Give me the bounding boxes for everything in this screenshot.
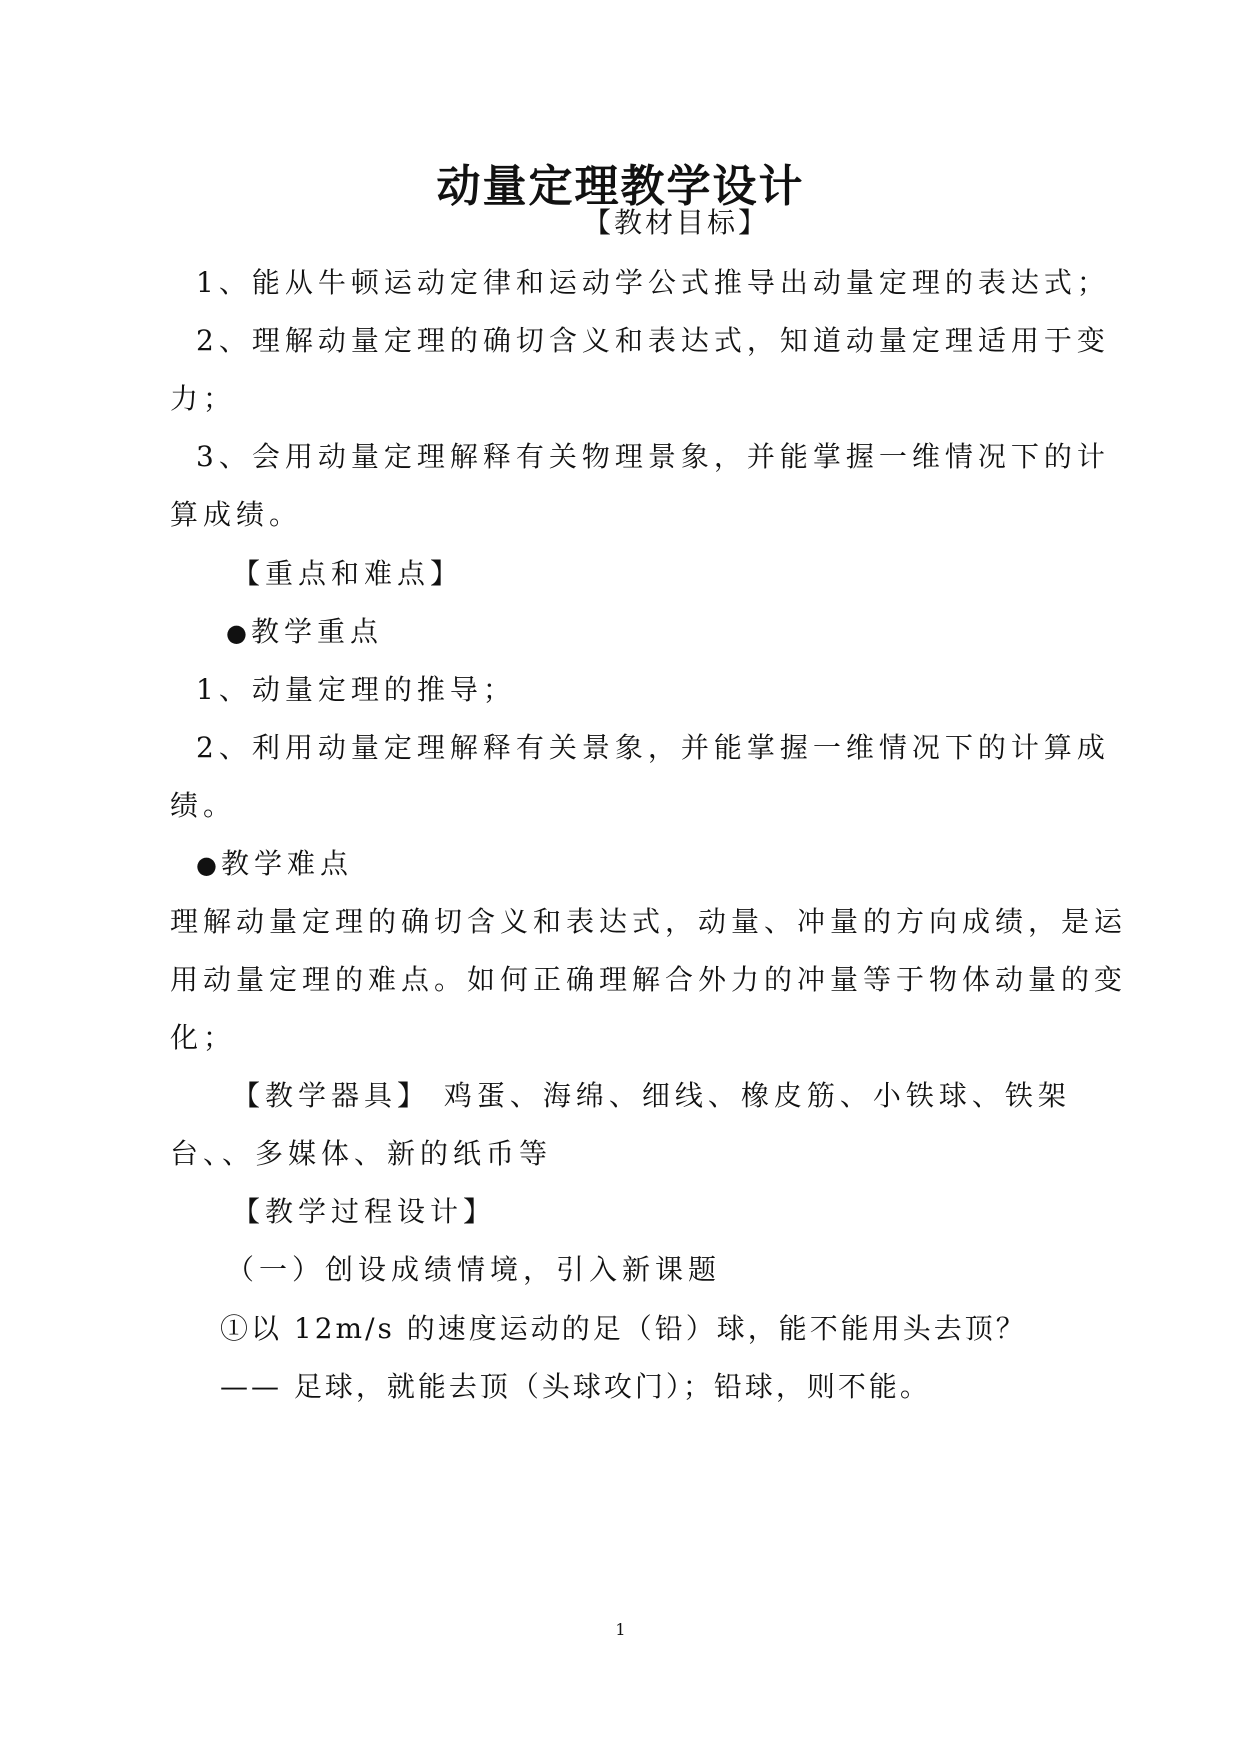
objective-3: 3、会用动量定理解释有关物理景象，并能掌握一维情况下的计 [196, 440, 1110, 473]
difficult-heading [196, 846, 353, 883]
heading-key-difficult: 【重点和难点】 [232, 557, 464, 590]
heading-process: 【教学过程设计】 [232, 1195, 497, 1228]
objective-1: 1、能从牛顿运动定律和运动学公式推导出动量定理的表达式； [196, 266, 1110, 299]
bullet-icon: ● [196, 851, 217, 879]
objective-2: 2、理解动量定理的确切含义和表达式，知道动量定理适用于变 [196, 324, 1110, 357]
heading-objectives: 【教材目标】 [583, 206, 770, 239]
key-points-heading [226, 614, 383, 651]
difficult-heading-text: 教学难点 [220, 847, 353, 880]
difficult-text-line-1: 理解动量定理的确切含义和表达式，动量、冲量的方向成绩，是运 [170, 905, 1128, 938]
key-point-2: 2、利用动量定理解释有关景象，并能掌握一维情况下的计算成 [196, 731, 1110, 764]
bullet-icon: ● [226, 619, 247, 647]
page-number: 1 [615, 1620, 626, 1639]
key-points-heading-text: 教学重点 [250, 615, 383, 648]
question-1: ①以 12m/s 的速度运动的足（铅）球，能不能用头去顶？ [220, 1312, 1027, 1345]
difficult-text-line-3: 化； [170, 1021, 237, 1054]
objective-3-continued: 算成绩。 [170, 498, 303, 531]
equipment-line-2: 台、、多媒体、新的纸币等 [170, 1137, 553, 1170]
key-point-2-continued: 绩。 [170, 789, 237, 822]
equipment-line-1: 【教学器具】 鸡蛋、海绵、细线、橡皮筋、小铁球、铁架 [232, 1079, 1071, 1112]
document-title: 动量定理教学设计 [436, 161, 805, 212]
difficult-text-line-2: 用动量定理的难点。如何正确理解合外力的冲量等于物体动量的变 [170, 963, 1128, 996]
answer-1: —— 足球，就能去顶（头球攻门）；铅球，则不能。 [220, 1370, 931, 1403]
section-one-title: （一）创设成绩情境，引入新课题 [226, 1253, 722, 1286]
key-point-1: 1、动量定理的推导； [196, 673, 516, 706]
objective-2-continued: 力； [170, 382, 237, 415]
